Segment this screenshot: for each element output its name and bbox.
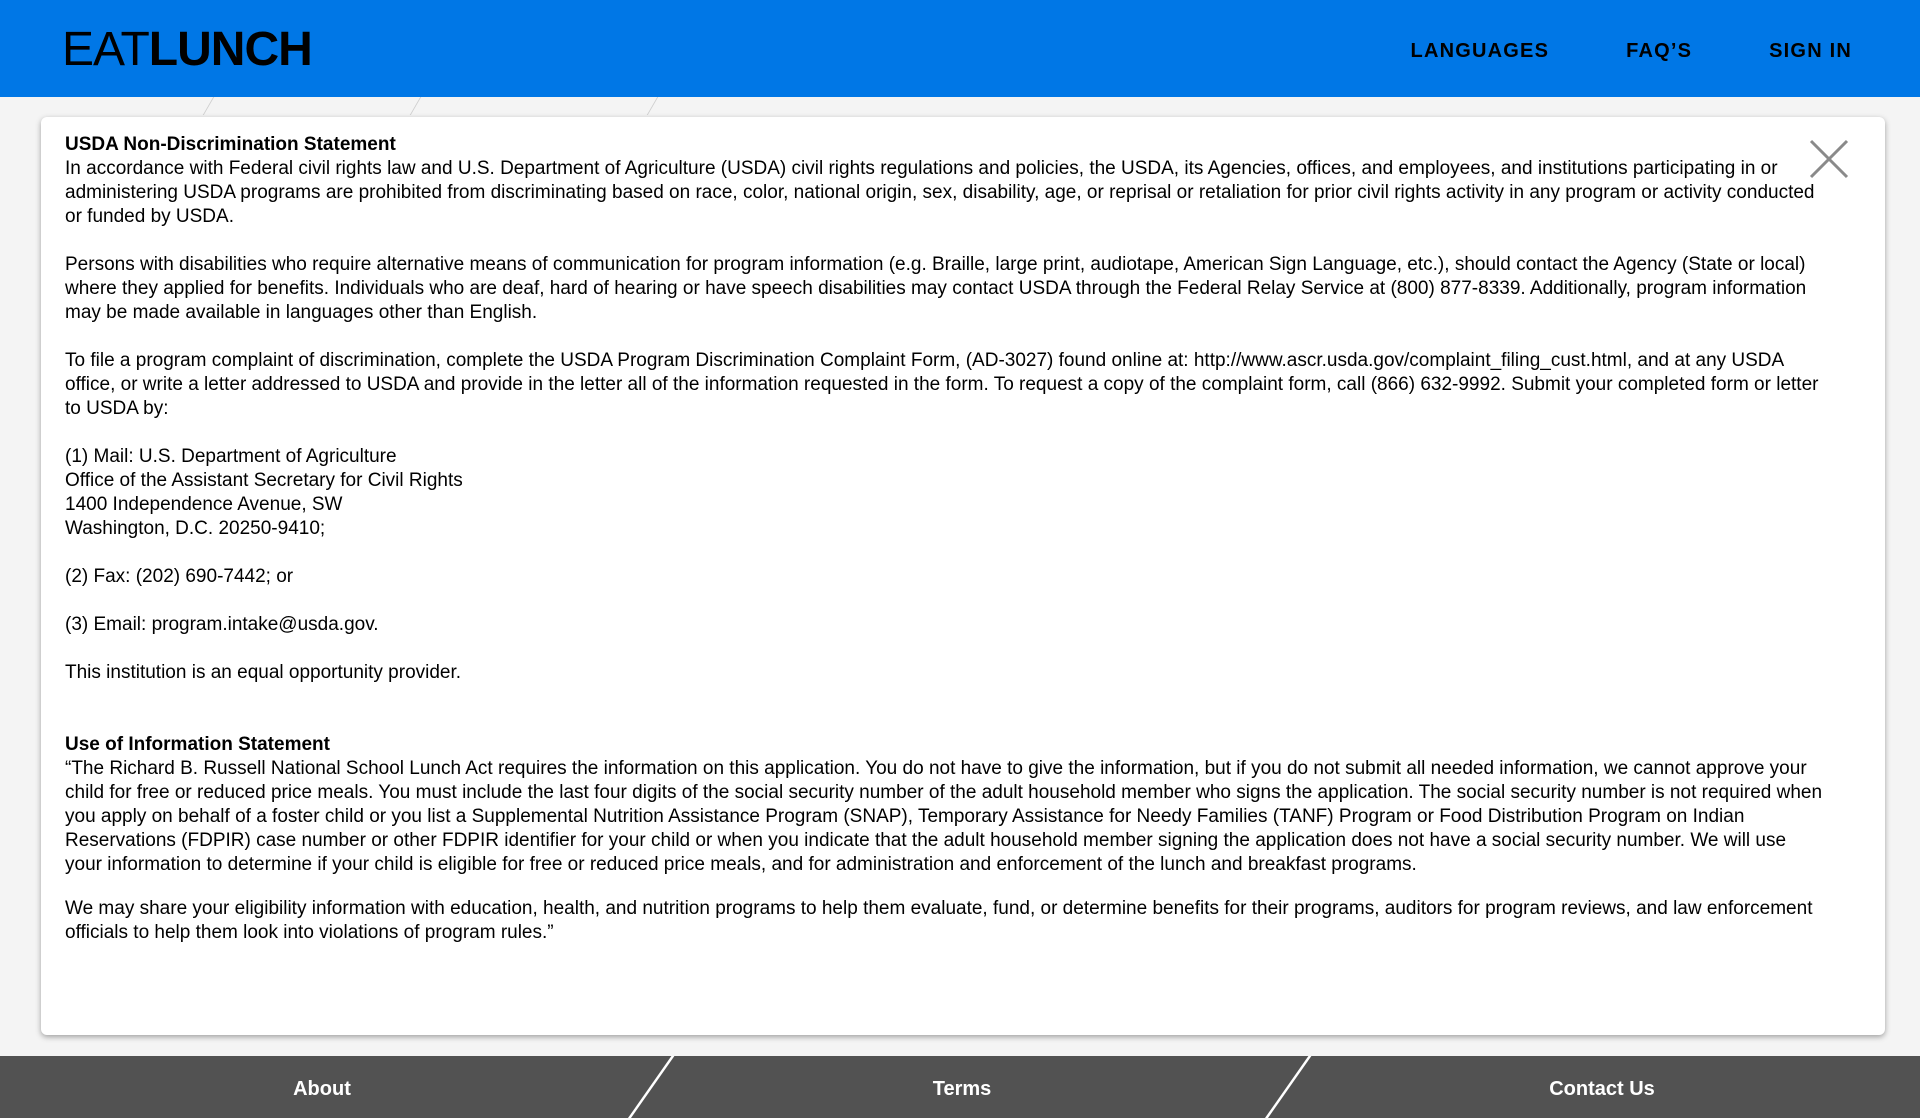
nondiscrimination-paragraph-1: In accordance with Federal civil rights law and U.S. Department of Agriculture (USDA) civil rights regulations and policies, the USDA, its Agencies, offices, and employees, and institutions participating in or administering USDA programs are prohibited from discriminating based on race, color, national origin, sex, disability, age, or reprisal or retaliation for prior civil rights activity in any program or activity conducted or funded by USDA. — [65, 158, 1815, 227]
mail-address-line: Washington, D.C. 20250-9410; — [65, 518, 326, 539]
nav-languages[interactable]: LANGUAGES — [1410, 40, 1550, 62]
email-line: (3) Email: program.intake@usda.gov. — [65, 614, 379, 635]
top-header — [0, 0, 1920, 97]
nondiscrimination-paragraph-2: Persons with disabilities who require alternative means of communication for program information (e.g. Braille, large print, audiotape, American Sign Language, etc.), should contact the Agency (State or local) where they applied for benefits. Individuals who are deaf, hard of hearing or have speech disabilities may contact USDA through the Federal Relay Service at (800) 877-8339. Additionally, program information may be made available in languages other than English. — [65, 254, 1807, 323]
modal-content — [65, 133, 1825, 945]
step-divider — [410, 97, 421, 115]
nav-sign-in[interactable]: SIGN IN — [1769, 40, 1852, 62]
use-of-information-paragraph-1: “The Richard B. Russell National School Lunch Act requires the information on this application. You do not have to give the information, but if you do not submit all needed information, we cannot approve your child for free or reduced price meals. You must include the last four digits of the social security number of the adult household member who signs the application. The social security number is not required when you apply on behalf of a foster child or you list a Supplemental Nutrition Assistance Program (SNAP), Temporary Assistance for Needy Families (TANF) Program or Food Distribution Program on Indian Reservations (FDPIR) case number or other FDPIR identifier for your child or when you indicate that the adult household member signing the application does not have a social security number. We will use your information to determine if your child is eligible for free or reduced price meals, and for administration and enforcement of the lunch and breakfast programs. — [65, 758, 1823, 875]
use-of-information-paragraph-2: We may share your eligibility information with education, health, and nutrition programs to help them evaluate, fund, or determine benefits for their programs, auditors for program reviews, and law enforcement officials to help them look into violations of program rules.” — [65, 898, 1813, 943]
step-divider — [647, 97, 658, 115]
use-of-information-title: Use of Information Statement — [65, 734, 330, 755]
mail-address-line: (1) Mail: U.S. Department of Agriculture — [65, 446, 397, 467]
footer-terms-link[interactable]: Terms — [932, 1078, 992, 1100]
footer-about-link[interactable]: About — [293, 1078, 351, 1100]
logo-thin-text: EAT — [62, 23, 149, 76]
mail-address-line: 1400 Independence Avenue, SW — [65, 494, 343, 515]
nondiscrimination-title: USDA Non-Discrimination Statement — [65, 134, 396, 155]
logo-bold-text: LUNCH — [148, 23, 312, 76]
statement-modal — [41, 117, 1885, 1035]
nav-faqs[interactable]: FAQ’S — [1626, 40, 1693, 62]
main-nav — [1411, 38, 1852, 64]
mail-address-line: Office of the Assistant Secretary for Civil Rights — [65, 470, 463, 491]
footer-contact-link[interactable]: Contact Us — [1549, 1078, 1655, 1100]
step-divider — [203, 97, 214, 115]
footer — [0, 1056, 1920, 1118]
fax-line: (2) Fax: (202) 690-7442; or — [65, 566, 294, 587]
equal-opportunity-line: This institution is an equal opportunity provider. — [65, 662, 462, 683]
background-step-indicator — [0, 97, 1920, 117]
nondiscrimination-paragraph-3: To file a program complaint of discrimination, complete the USDA Program Discrimination Complaint Form, (AD-3027) found online at: http://www.ascr.usda.gov/complaint_filing_cust.html, and at any USDA office, or write a letter addressed to USDA and provide in the letter all of the information requested in the form. To request a copy of the complaint form, call (866) 632-9992. Submit your completed form or letter to USDA by: — [65, 350, 1819, 419]
eatlunch-logo[interactable] — [62, 23, 312, 76]
